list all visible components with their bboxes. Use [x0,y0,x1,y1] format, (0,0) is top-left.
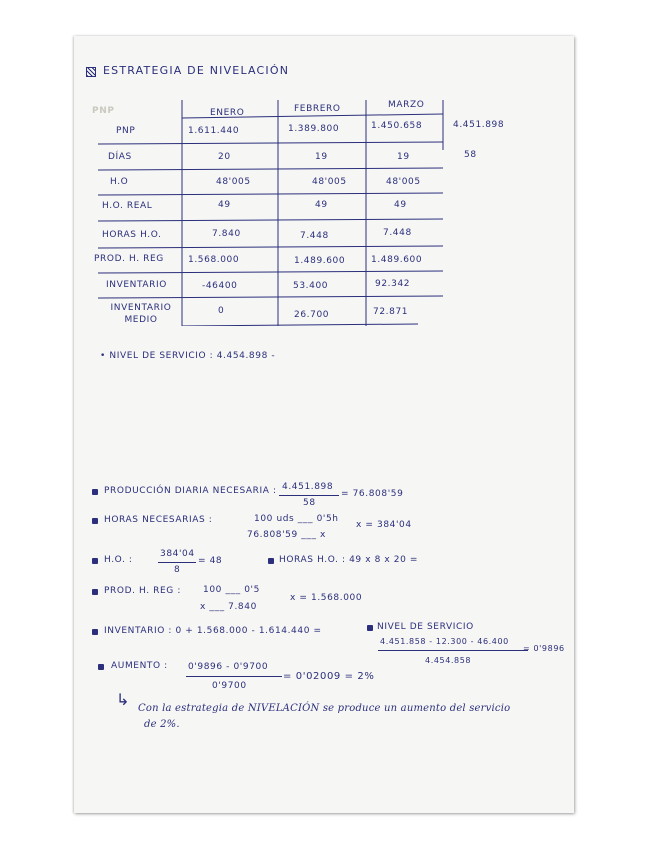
aumento-fraction-bar [186,676,282,677]
cell-dias-enero: 20 [218,152,231,162]
aumento-denominator: 0'9700 [212,681,247,691]
cell-ho-enero: 48'005 [216,177,251,187]
row-label-ho: H.O [110,177,129,187]
prod-h-reg-line1: 100 ___ 0'5 [203,585,260,595]
nivel-servicio-result: = 0'9896 [523,644,565,653]
cell-horas-ho-enero: 7.840 [212,229,241,239]
cell-horas-ho-marzo: 7.448 [383,228,412,238]
horas-nec-line1: 100 uds ___ 0'5h [254,514,339,524]
ho-fraction-bar [158,562,196,563]
row-label-pnp: PNP [116,126,136,136]
bullet-icon [92,489,98,495]
col-header-febrero: FEBRERO [294,104,341,114]
cell-horas-ho-febrero: 7.448 [300,231,329,241]
ho-denominator: 8 [174,565,181,575]
nivel-servicio-label: NIVEL DE SERVICIO [377,622,474,632]
cell-ho-real-enero: 49 [218,200,231,210]
cell-inventario-enero: -46400 [202,281,238,291]
cell-dias-febrero: 19 [315,152,328,162]
page-heading: ESTRATEGIA DE NIVELACIÓN [103,64,290,77]
row-label-horas-ho: HORAS H.O. [102,230,162,240]
cell-inventario-medio-febrero: 26.700 [294,310,330,320]
cell-pnp-marzo: 1.450.658 [371,121,423,131]
ghost-header-text: PNP [92,106,115,116]
cell-ho-marzo: 48'005 [386,177,421,187]
nivel-servicio-numerator: 4.451.858 - 12.300 - 46.400 [380,637,509,646]
aumento-result: = 0'02009 = 2% [283,671,375,682]
inventario-formula: INVENTARIO : 0 + 1.568.000 - 1.614.440 = [104,626,322,636]
prod-diaria-label: PRODUCCIÓN DIARIA NECESARIA : [104,486,277,496]
aumento-label: AUMENTO : [111,661,168,671]
bullet-icon [92,518,98,524]
prod-diaria-result: = 76.808'59 [341,489,404,499]
horas-ho-formula: HORAS H.O. : 49 x 8 x 20 = [279,555,419,565]
aumento-numerator: 0'9896 - 0'9700 [188,662,269,672]
row-label-prod-h-reg: PROD. H. REG [94,254,164,264]
col-header-marzo: MARZO [388,100,425,110]
cell-pnp-enero: 1.611.440 [188,126,240,136]
row-label-ho-real: H.O. REAL [102,201,153,211]
bullet-icon [92,558,98,564]
prod-h-reg-line2: x ___ 7.840 [200,602,257,612]
bullet-icon [98,664,104,670]
ho-numerator: 384'04 [160,549,195,559]
cell-pnp-febrero: 1.389.800 [288,124,340,134]
nivel-servicio-denominator: 4.454.858 [425,656,472,665]
horas-nec-line2: 76.808'59 ___ x [247,530,326,540]
ho-label: H.O. : [104,555,133,565]
prod-h-reg-label: PROD. H. REG : [104,586,181,596]
cell-inventario-medio-enero: 0 [218,306,225,316]
cell-ho-real-marzo: 49 [394,200,407,210]
horas-nec-label: HORAS NECESARIAS : [104,515,213,525]
cell-pnp-total: 4.451.898 [453,120,505,130]
prod-diaria-numerator: 4.451.898 [282,482,334,492]
prod-diaria-fraction-bar [279,495,339,496]
cell-prod-h-reg-marzo: 1.489.600 [371,255,423,265]
service-level-note: • NIVEL DE SERVICIO : 4.454.898 - [100,351,276,361]
checkbox-icon [86,67,96,77]
ho-result: = 48 [198,556,223,566]
row-label-inventario-medio: INVENTARIO MEDIO [110,303,172,325]
cell-prod-h-reg-febrero: 1.489.600 [294,256,346,266]
row-label-dias: DÍAS [108,152,132,162]
hooked-arrow-icon: ↳ [116,690,130,709]
cell-inventario-febrero: 53.400 [293,281,329,291]
horas-nec-result: x = 384'04 [356,520,412,530]
bullet-icon [268,558,274,564]
prod-h-reg-result: x = 1.568.000 [290,593,363,603]
conclusion-line-1: Con la estrategia de NIVELACIÓN se produce un aumento del servicio [138,703,511,714]
prod-diaria-denominator: 58 [303,498,316,508]
cell-dias-marzo: 19 [397,152,410,162]
col-header-enero: ENERO [210,108,245,118]
cell-inventario-medio-marzo: 72.871 [373,307,409,317]
nivel-servicio-fraction-bar [378,650,528,651]
table-grid [98,100,444,326]
cell-ho-real-febrero: 49 [315,200,328,210]
cell-inventario-marzo: 92.342 [375,279,411,289]
cell-prod-h-reg-enero: 1.568.000 [188,255,240,265]
leveling-table [92,100,505,326]
cell-dias-total: 58 [464,150,477,160]
cell-ho-febrero: 48'005 [312,177,347,187]
bullet-icon [92,629,98,635]
conclusion-line-2: de 2%. [144,719,180,730]
bullet-icon [92,589,98,595]
bullet-icon [367,625,373,631]
row-label-inventario: INVENTARIO [106,280,167,290]
